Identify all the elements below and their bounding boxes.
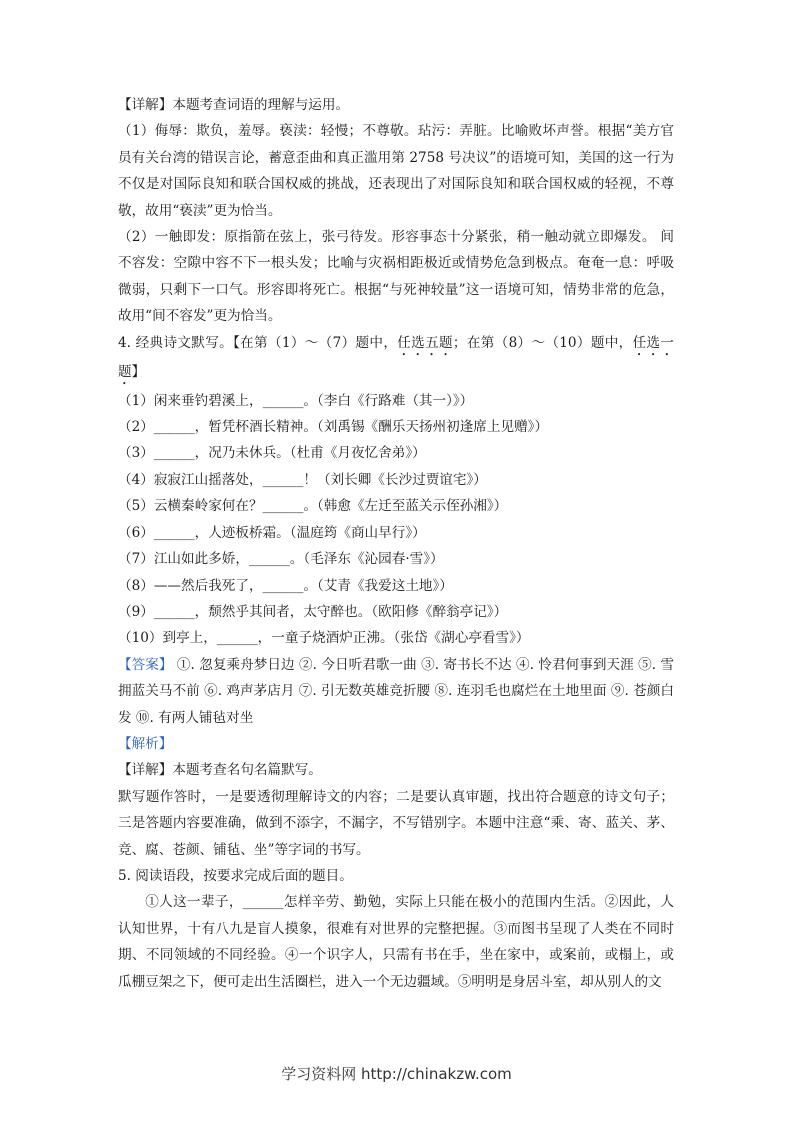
q4-item-4: （4）寂寂江山摇落处，______！（刘长卿《长沙过贾谊宅》） [118,471,487,488]
q4-head-c: 】 [131,363,146,380]
q4-head-b: ；在第（8）～（10）题中， [452,334,633,351]
q4-head-dot2: 任选一题 [118,334,675,380]
q4-item-8: （8）——然后我死了，______。（艾青《我爱这土地》） [118,577,453,594]
q4-item-1: （1）闲来垂钓碧溪上，______。（李白《行路难（其一）》） [118,392,474,409]
q4-item-9: （9）______，颓然乎其间者，太守醉也。（欧阳修《醉翁亭记》） [118,603,508,620]
q4-item-10: （10）到亭上，______，一童子烧酒炉正沸。（张岱《湖心亭看雪》） [118,630,530,647]
q4-item-5: （5）云横秦岭家何在？______。（韩愈《左迁至蓝关示侄孙湘》） [118,498,508,515]
q4-head-dot1: 任选五题 [397,334,453,351]
document-page [118,92,674,995]
explanation-1: （1）侮辱：欺负，羞辱。亵渎：轻慢；不尊敬。玷污：弄脏。比喻败坏声誉。根据“美方官员有关台湾的错误言论，蓄意歪曲和真正滥用第 2758 号决议”的语境可知，美国的这一行为不仅是对国际良知和联合国权威的挑战，还表现出了对国际良知和联合国权威的轻视，不尊敬，故用“亵渎”更为恰当。 [118,123,674,219]
q5-passage: ①人这一辈子，______怎样辛劳、勤勉，实际上只能在极小的范围内生活。②因此，人认知世界，十有八九是盲人摸象，很难有对世界的完整把握。③而图书呈现了人类在不同时期、不同领域的不同经验。④一个识字人，只需有书在手，坐在家中，或案前，或榻上，或瓜棚豆架之下，便可走出生活圈栏，进入一个无边疆域。⑤明明是身居斗室，却从别人的文 [118,894,674,990]
q4-head-a: 4. 经典诗文默写。【在第（1）～（7）题中， [118,334,398,351]
answer [118,652,674,731]
answer-label: 【答案】 [118,656,173,673]
answer-text: ①. 忽复乘舟梦日边 ②. 今日听君歌一曲 ③. 寄书长不达 ④. 怜君何事到天涯 ⑤. 雪拥蓝关马不前 ⑥. 鸡声茅店月 ⑦. 引无数英雄竞折腰 ⑧. 连羽毛也腐烂在土地里面 ⑨. 苍颜白发 ⑩. 有两人铺毡对坐 [118,656,674,726]
q4-item-7: （7）江山如此多娇，______。（毛泽东《沁园春·雪》） [118,551,444,568]
detail-heading: 【详解】本题考查词语的理解与运用。 [118,97,350,113]
q4-item-3: （3）______，况乃未休兵。（杜甫《月夜忆舍弟》） [118,445,426,462]
q4-detail: 【详解】本题考查名句名篇默写。 [118,762,322,779]
footer-watermark: 学习资料网 http://chinakzw.com [281,1065,512,1083]
question-4-heading [118,330,674,388]
explanation-2: （2）一触即发：原指箭在弦上，张弓待发。形容事态十分紧张，稍一触动就立即爆发。 间不容发：空隙中容不下一根头发；比喻与灾祸相距极近或情势危急到极点。奄奄一息：呼吸微弱，只剩下一口气。形容即将死亡。根据“与死神较量”这一语境可知，情势非常的危急，故用“间不容发”更为恰当。 [118,229,674,325]
q4-item-2: （2）______，暂凭杯酒长精神。（刘禹锡《酬乐天扬州初逢席上见赠》） [118,419,549,436]
analysis-label: 【解析】 [118,735,173,752]
q4-note: 默写题作答时，一是要透彻理解诗文的内容；二是要认真审题，找出符合题意的诗文句子；三是答题内容要准确，做到不添字，不漏字，不写错别字。本题中注意“乘、寄、蓝关、茅、竞、腐、苍颜、铺毡、坐”等字词的书写。 [118,788,674,858]
question-5-heading: 5. 阅读语段，按要求完成后面的题目。 [118,867,353,884]
q4-item-6: （6）______，人迹板桥霜。（温庭筠《商山早行》） [118,524,426,541]
